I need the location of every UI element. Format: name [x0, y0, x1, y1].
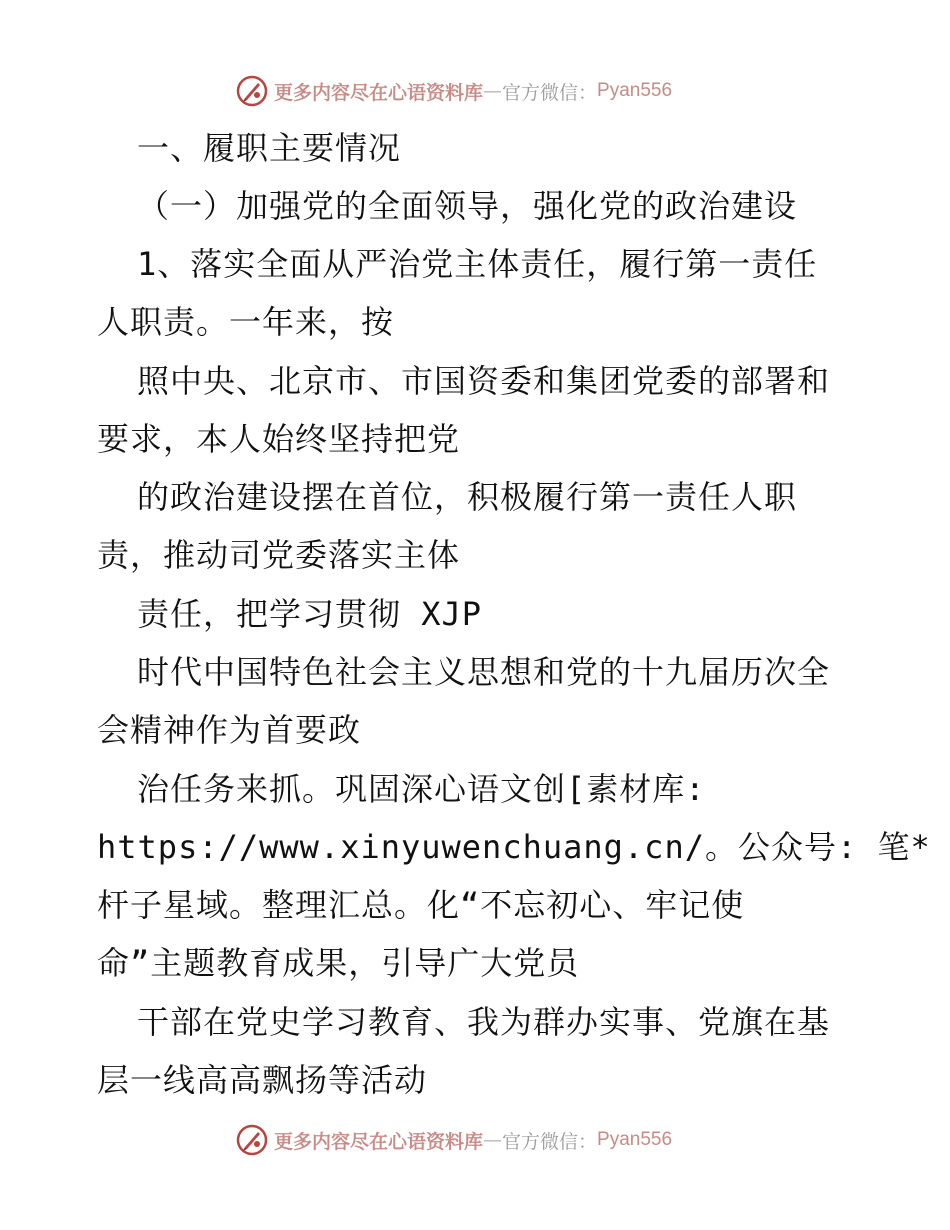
paragraph-line: 时代中国特色社会主义思想和党的十九届历次全	[137, 653, 831, 691]
watermark-dash: —	[483, 1129, 503, 1151]
paragraph-line: 要求，本人始终坚持把党	[97, 420, 461, 458]
watermark-main-text: 更多内容尽在心语资料库	[274, 81, 484, 104]
paragraph-line: 会精神作为首要政	[97, 711, 362, 749]
paragraph-line: 责任，把学习贯彻 XJP	[137, 595, 483, 633]
watermark-wechat-id: Pyan556	[597, 80, 673, 101]
paragraph-line: 的政治建设摆在首位，积极履行第一责任人职	[137, 478, 798, 516]
paragraph-line: 人职责。一年来，按	[97, 303, 395, 341]
paragraph-line: 责，推动司党委落实主体	[97, 536, 461, 574]
paragraph-line: 干部在党史学习教育、我为群办实事、党旗在基	[137, 1003, 831, 1041]
header-watermark	[236, 73, 672, 109]
section-heading: 一、履职主要情况	[137, 129, 402, 167]
quill-logo-icon	[236, 1124, 268, 1156]
quill-logo-icon	[236, 75, 268, 107]
paragraph-line: 照中央、北京市、市国资委和集团党委的部署和	[137, 362, 831, 400]
paragraph-line: 治任务来抓。巩固深心语文创[素材库:	[137, 770, 706, 808]
subsection-heading: （一）加强党的全面领导，强化党的政治建设	[137, 187, 798, 225]
watermark-main-text: 更多内容尽在心语资料库	[274, 1130, 484, 1153]
paragraph-line: 杆子星域。整理汇总。化“不忘初心、牢记使	[97, 886, 745, 924]
watermark-official-label: 官方微信：	[502, 1130, 598, 1153]
watermark-official-label: 官方微信：	[502, 81, 598, 104]
paragraph-line: 命”主题教育成果，引导广大党员	[97, 944, 580, 982]
watermark-dash: —	[483, 80, 503, 102]
paragraph-line: 层一线高高飘扬等活动	[97, 1061, 428, 1099]
watermark-wechat-id: Pyan556	[597, 1129, 673, 1150]
paragraph-line-url: https://www.xinyuwenchuang.cn/。公众号: 笔*	[97, 828, 931, 866]
footer-watermark	[236, 1122, 672, 1158]
paragraph-line: 1、落实全面从严治党主体责任，履行第一责任	[137, 245, 818, 283]
